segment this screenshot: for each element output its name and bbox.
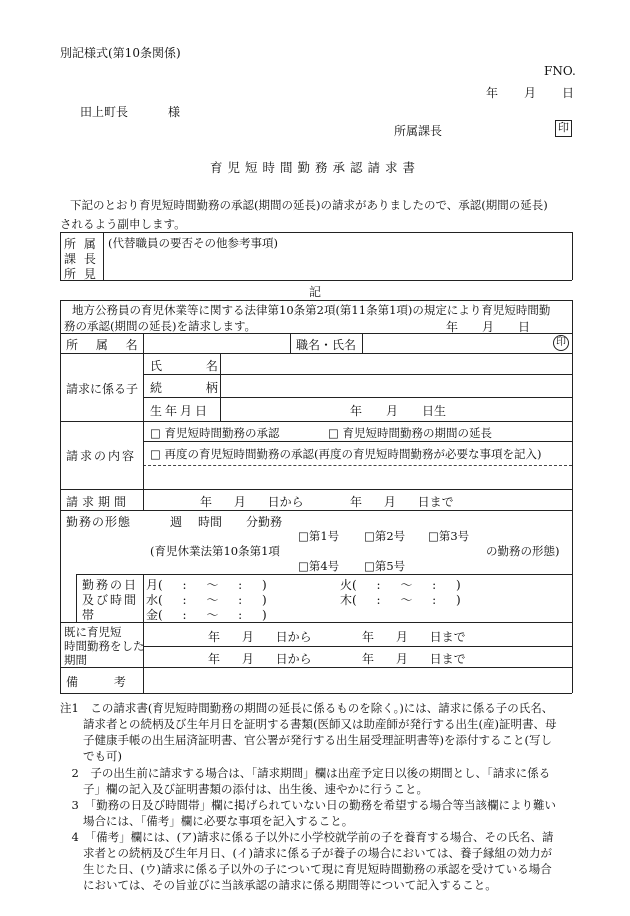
note-line: 注1 この請求書(育児短時間勤務の期間の延長に係るものを除く。)には、請求に係る子の氏名、	[60, 701, 554, 715]
seal-stamp-box: 印	[555, 120, 572, 137]
prior-to-1: 年 月 日まで	[362, 630, 466, 644]
addressee: 田上町長	[80, 105, 129, 119]
note-line: でも可)	[60, 749, 122, 763]
checkbox-no1[interactable]: □第1号	[298, 529, 340, 543]
checkbox-no2[interactable]: □第2号	[364, 529, 406, 543]
wednesday-times: 水( : 〜 : )	[146, 593, 267, 607]
hours-label: 時間	[198, 515, 223, 529]
days-label-3: 帯	[82, 608, 95, 622]
law-note: (育児休業法第10条第1項	[150, 544, 280, 558]
request-year: 年	[446, 320, 459, 334]
prior-from-1: 年 月 日から	[208, 630, 312, 644]
child-birth-label: 生年月日	[150, 404, 211, 418]
week-label: 週	[170, 515, 183, 529]
birth-day: 日生	[422, 404, 447, 418]
option-extension[interactable]: □ 育児短時間勤務の期間の延長	[328, 426, 493, 440]
ki-label: 記	[308, 285, 321, 299]
days-label-1: 勤務の日	[82, 578, 139, 592]
days-label-2: 及び時間	[82, 593, 139, 607]
note-line: 2 子の出生前に請求する場合は、「請求期間」欄は出産予定日以後の期間とし、「請求に係る	[60, 766, 551, 780]
date-year-label: 年	[486, 86, 499, 100]
option-re-approval[interactable]: □ 再度の育児短時間勤務の承認(再度の育児短時間勤務が必要な事項を記入)	[150, 447, 542, 461]
opinion-label-1: 所 属	[64, 237, 98, 251]
date-day-label: 日	[562, 86, 575, 100]
note-line: 子健康手帳の出生届済証明書、官公署が発行する出生届受理証明書等)を添付すること(写し	[60, 733, 552, 747]
law-note-tail: の勤務の形態)	[486, 544, 560, 558]
note-line: 3 「勤務の日及び時間帯」欄に掲げられていない日の勤務を希望する場合等当該欄により難い	[60, 798, 557, 812]
opinion-label-2: 課 長	[64, 252, 98, 266]
applicant-seal-mark: 印	[553, 335, 569, 351]
note-line: においては、その旨並びに当該承認の請求に係る期間等について記入すること。	[60, 878, 497, 892]
prior-from-2: 年 月 日から	[208, 652, 312, 666]
monday-times: 月( : 〜 : )	[146, 578, 267, 592]
period-label: 請求期間	[66, 495, 131, 509]
prior-label-2: 時間勤務をした	[64, 639, 145, 653]
note-line: 求者との続柄及び生年月日、(イ)請求に係る子が養子の場合においては、養子縁組の効力が	[60, 846, 552, 860]
birth-year: 年	[350, 404, 363, 418]
page-title: 育児短時間勤務承認請求書	[209, 160, 420, 175]
addressee-honorific: 様	[168, 105, 181, 119]
friday-times: 金( : 〜 : )	[146, 608, 267, 622]
intro-line-2: されるよう副申します。	[60, 217, 186, 231]
note-line: 請求者との続柄及び生年月日を証明する書類(医師又は助産師が発行する出生(産)証明書、母	[60, 717, 557, 731]
note-line: 生じた日、(ウ)請求に係る子以外の子について現に育児短時間勤務の承認を受けている場合	[60, 862, 552, 876]
checkbox-no4[interactable]: □第4号	[298, 559, 340, 573]
minutes-label: 分勤務	[246, 515, 283, 529]
prior-label-3: 期間	[64, 653, 87, 667]
dept-label: 所 属 名	[66, 338, 145, 352]
number-label: FNO.	[544, 64, 576, 78]
prior-label-1: 既に育児短	[64, 625, 122, 639]
thursday-times: 木( : 〜 : )	[340, 593, 461, 607]
remarks-label: 備 考	[66, 675, 142, 689]
request-month: 月	[482, 320, 495, 334]
note-line: 4 「備考」欄には、(ア)請求に係る子以外に小学校就学前の子を養育する場合、その氏名、請	[60, 830, 554, 844]
request-line-1: 地方公務員の育児休業等に関する法律第10条第2項(第11条第1項)の規定により育児短時間勤	[72, 303, 551, 317]
title-name-label: 職名・氏名	[296, 338, 357, 352]
checkbox-no5[interactable]: □第5号	[364, 559, 406, 573]
opinion-label-3: 所 見	[64, 267, 98, 281]
checkbox-no3[interactable]: □第3号	[428, 529, 470, 543]
request-line-2: 務の承認(期間の延長)を請求します。	[64, 319, 257, 333]
dept-head-label: 所属課長	[394, 124, 443, 138]
form-label: 別記様式(第10条関係)	[60, 46, 181, 60]
note-line: 子」欄の記入及び証明書類の添付は、出生後、速やかに行うこと。	[60, 782, 428, 796]
request-day: 日	[518, 320, 531, 334]
tuesday-times: 火( : 〜 : )	[340, 578, 461, 592]
opinion-content: (代替職員の要否その他参考事項)	[108, 236, 278, 250]
prior-to-2: 年 月 日まで	[362, 652, 466, 666]
content-label: 請求の内容	[66, 449, 137, 463]
child-relation-label: 続 柄	[150, 381, 238, 395]
work-form-label: 勤務の形態	[66, 515, 132, 529]
birth-month: 月	[386, 404, 399, 418]
child-label: 請求に係る子	[66, 382, 139, 396]
intro-line-1: 下記のとおり育児短時間勤務の承認(期間の延長)の請求がありましたので、承認(期間の延長)	[70, 198, 548, 212]
date-month-label: 月	[524, 86, 537, 100]
period-from: 年 月 日から	[200, 495, 304, 509]
period-to: 年 月 日まで	[350, 495, 454, 509]
child-name-label: 氏 名	[150, 359, 238, 373]
option-approval[interactable]: □ 育児短時間勤務の承認	[150, 426, 280, 440]
note-line: 場合には、「備考」欄に必要な事項を記入すること。	[60, 814, 354, 828]
